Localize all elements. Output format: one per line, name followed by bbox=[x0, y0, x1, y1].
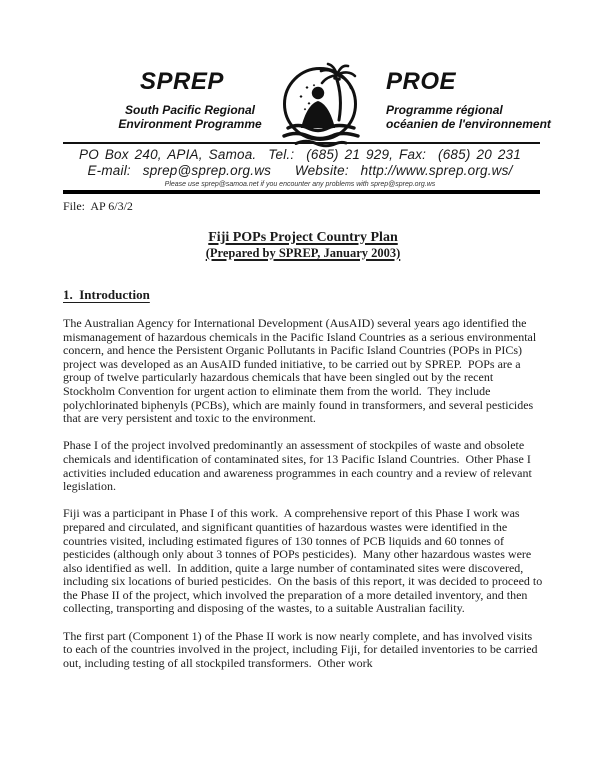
paragraph-2: Phase I of the project involved predominantly an assessment of stockpiles of waste and obsolete chemicals and identification of contaminated sites, for 13 Pacific Island Countries. Other Phase I activities included education and awareness programmes in each country and a review of relevant legislation. bbox=[63, 438, 535, 494]
contact-note: Please use sprep@samoa.net if you encounter any problems with sprep@sprep.org.ws bbox=[164, 181, 436, 188]
paragraph-1: The Australian Agency for International Development (AusAID) several years ago identified the mismanagement of hazardous chemicals in the Pacific Island Countries as a serious environmental concern, and hence the Persistent Organic Pollutants in Pacific Island Countries (POPs in PICs) project was developed as an AusAID funded initiative, to be carried out by SPREP. POPs are a group of twelve particularly hazardous chemicals that have been singled out by the recent Stockholm Convention for urgent action to eliminate them from the world. They include polychlorinated biphenyls (PCBs), which are mainly found in transformers, and several pesticides that are very persistent and toxic to the environment. bbox=[63, 316, 540, 426]
org-name-english-line1: South Pacific Regional bbox=[124, 103, 256, 117]
paragraph-4: The first part (Component 1) of the Phase II work is now nearly complete, and has involved visits to each of the countries involved in the project, including Fiji, for detailed inventories to be carried out, including testing of all stockpiled transformers. Other work bbox=[63, 628, 541, 670]
document-title: Fiji POPs Project Country Plan bbox=[208, 230, 398, 245]
file-reference: File: AP 6/3/2 bbox=[63, 199, 133, 213]
contact-address-line: PO Box 240, APIA, Samoa. Tel.: (685) 21 929, Fax: (685) 20 231 bbox=[79, 147, 521, 162]
title-block bbox=[63, 230, 543, 261]
org-name-french-line1: Programme régional bbox=[386, 103, 503, 117]
contact-email-line: E-mail: sprep@sprep.org.ws Website: http://www.sprep.org.ws/ bbox=[87, 163, 513, 178]
org-name-english-line2: Environment Programme bbox=[118, 116, 262, 131]
org-acronym-proe: PROE bbox=[386, 68, 457, 95]
document-subtitle: (Prepared by SPREP, January 2003) bbox=[205, 246, 401, 260]
org-name-french-line2: océanien de l'environnement bbox=[386, 116, 551, 131]
paragraph-3: Fiji was a participant in Phase I of this work. A comprehensive report of this Phase I work was prepared and circulated, and significant quantities of hazardous wastes were identified in the countries visited, including estimated figures of 130 tonnes of PCB liquids and 60 tonnes of pesticides (although only about 3 tonnes of POPs pesticides). Many other hazardous wastes were also identified as well. In addition, quite a large number of contaminated sites were discovered, including six locations of buried pesticides. On the basis of this report, it was decided to proceed to the Phase II of the project, which involved the preparation of a more detailed inventory, and then collecting, transporting and disposing of the wastes, to a suitable Australian facility. bbox=[63, 506, 546, 616]
org-acronym-sprep: SPREP bbox=[140, 68, 224, 95]
section-heading-introduction: 1. Introduction bbox=[63, 287, 150, 302]
